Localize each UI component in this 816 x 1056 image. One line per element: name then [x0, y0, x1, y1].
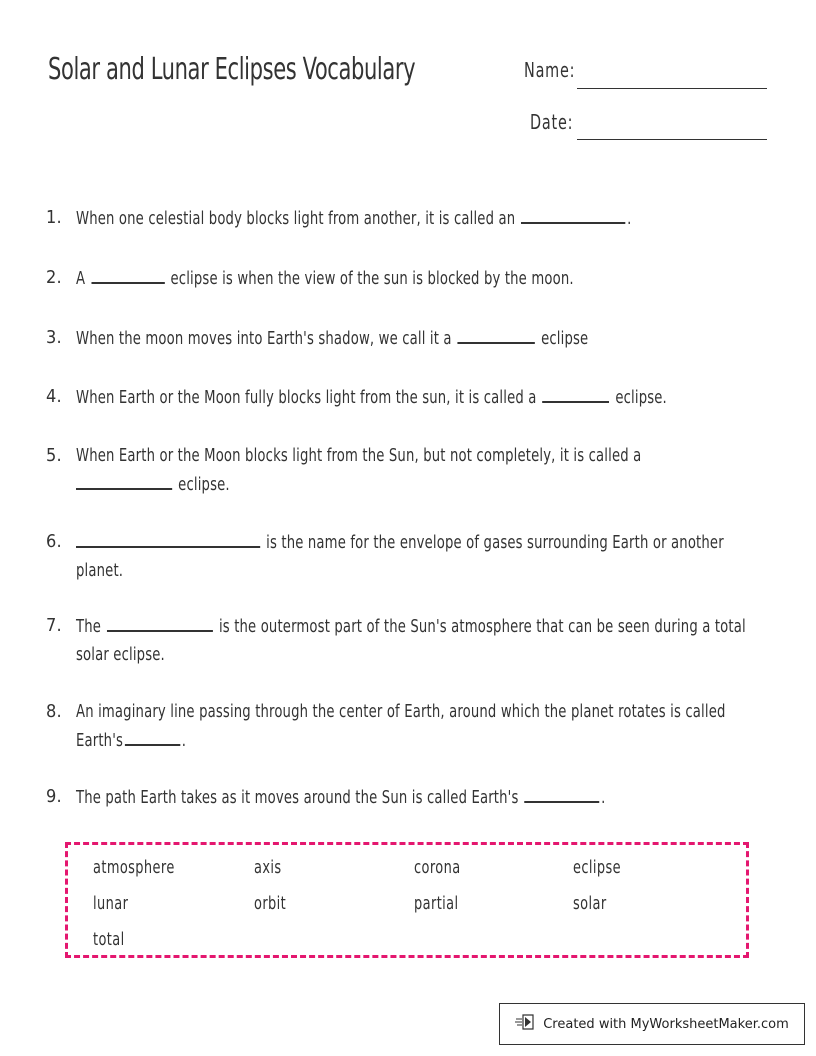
answer-blank[interactable]	[107, 612, 213, 632]
question-text-end: eclipse	[541, 328, 589, 349]
word-bank-item: orbit	[254, 893, 287, 914]
question-text-end: .	[601, 787, 606, 808]
question-number: 5.	[46, 445, 62, 466]
worksheet-maker-logo-icon	[515, 1013, 537, 1035]
question-text-end: is the outermost part of the Sun's atmosphere that can be seen during a total solar eclipse.	[76, 616, 746, 665]
question-text: The path Earth takes as it moves around the Sun is called Earth's	[76, 787, 519, 808]
question-number: 8.	[46, 701, 62, 722]
credit-text: Created with MyWorksheetMaker.com	[543, 1016, 789, 1032]
question-text-end: .	[181, 730, 187, 751]
date-field[interactable]	[577, 139, 767, 140]
word-bank-item: atmosphere	[93, 857, 175, 878]
answer-blank[interactable]	[458, 324, 535, 344]
question-text-end: .	[627, 208, 632, 229]
question-number: 4.	[46, 386, 62, 407]
question-text: is the name for the envelope of gases surrounding Earth or another planet.	[76, 532, 724, 581]
question-text-end: eclipse.	[178, 474, 230, 495]
question-number: 9.	[46, 786, 62, 807]
word-bank-item: partial	[414, 893, 459, 914]
question-text: A	[76, 268, 86, 289]
question-number: 6.	[46, 531, 62, 552]
credit-badge[interactable]	[499, 1003, 805, 1045]
question-text: When one celestial body blocks light from another, it is called an	[76, 208, 516, 229]
answer-blank[interactable]	[524, 783, 599, 803]
question-number: 2.	[46, 267, 62, 288]
answer-blank[interactable]	[76, 528, 260, 548]
question-number: 3.	[46, 327, 62, 348]
question-text: When the moon moves into Earth's shadow, we call it a	[76, 328, 452, 349]
question-text: When Earth or the Moon blocks light from the Sun, but not completely, it is called a	[76, 445, 642, 466]
question-text: When Earth or the Moon fully blocks light from the sun, it is called a	[76, 387, 537, 408]
word-bank-item: axis	[254, 857, 282, 878]
date-label: Date:	[530, 110, 574, 134]
question-text-end: eclipse is when the view of the sun is blocked by the moon.	[170, 268, 574, 289]
answer-blank[interactable]	[543, 383, 610, 403]
question-text-end: eclipse.	[615, 387, 667, 408]
word-bank-item: eclipse	[573, 857, 622, 878]
name-field[interactable]	[577, 88, 767, 89]
worksheet-title: Solar and Lunar Eclipses Vocabulary	[48, 52, 416, 87]
question-text: An imaginary line passing through the center of Earth, around which the planet rotates is called Earth's	[76, 701, 726, 751]
word-bank-item: solar	[573, 893, 607, 914]
name-label: Name:	[524, 58, 576, 82]
word-bank-item: total	[93, 929, 125, 950]
word-bank-item: corona	[414, 857, 461, 878]
question-text: The	[76, 616, 102, 637]
answer-blank[interactable]	[521, 204, 625, 224]
answer-blank[interactable]	[76, 470, 172, 490]
question-number: 1.	[46, 207, 62, 228]
question-number: 7.	[46, 615, 62, 636]
word-bank	[65, 842, 749, 958]
answer-blank[interactable]	[91, 264, 164, 284]
word-bank-item: lunar	[93, 893, 129, 914]
answer-blank[interactable]	[125, 726, 180, 746]
